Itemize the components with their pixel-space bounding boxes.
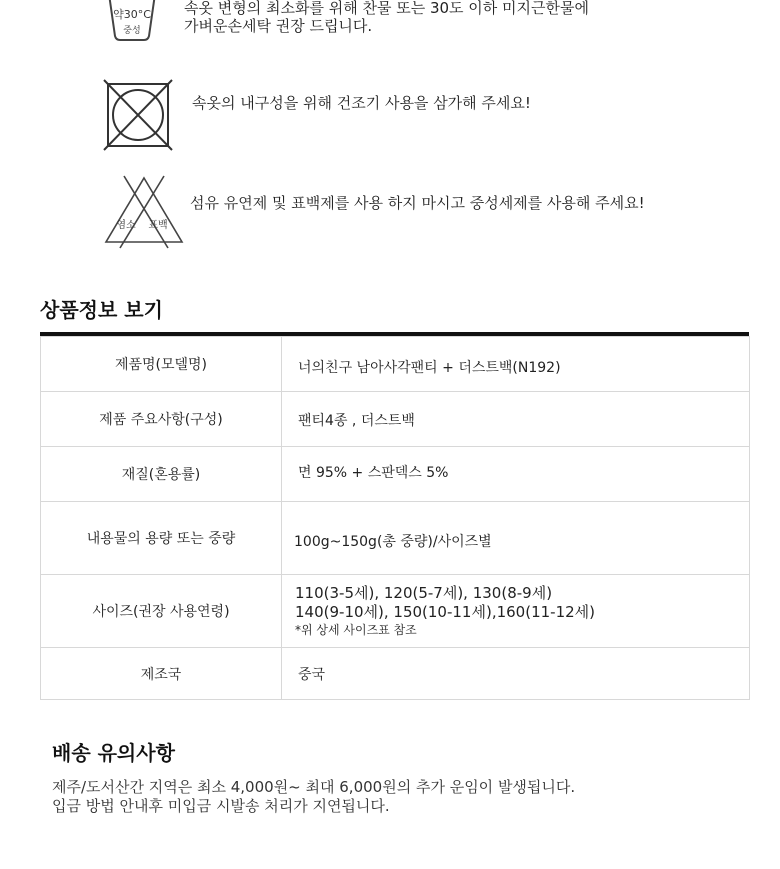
bleach-instruction: 섬유 유연제 및 표백제를 사용 하지 마시고 중성세제를 사용해 주세요!	[190, 194, 645, 212]
table-row	[41, 575, 750, 648]
wash-icon-neutral: 중성	[123, 26, 141, 36]
table-row	[41, 337, 750, 392]
row-label-composition: 제품 주요사항(구성)	[41, 392, 282, 447]
row-label-material: 재질(혼용률)	[41, 447, 282, 502]
no-bleach-icon	[102, 172, 186, 250]
table-row	[41, 447, 750, 502]
bleach-icon-chlorine: 염소	[116, 220, 136, 231]
wash-30c-neutral-icon	[104, 0, 160, 46]
bleach-icon-bleach: 표백	[148, 220, 168, 231]
row-label-weight: 내용물의 용량 또는 중량	[41, 502, 282, 575]
row-value-material: 면 95% + 스판덱스 5%	[282, 447, 750, 502]
wash-instruction-line1: 속옷 변형의 최소화를 위해 찬물 또는 30도 이하 미지근한물에	[184, 0, 589, 17]
no-tumble-dry-icon	[102, 78, 174, 152]
size-note: *위 상세 사이즈표 참조	[295, 623, 417, 637]
row-value-size	[282, 575, 750, 648]
shipping-notice-line1: 제주/도서산간 지역은 최소 4,000원~ 최대 6,000원의 추가 운임이 발생됩니다.	[52, 778, 576, 796]
row-value-weight: 100g~150g(총 중량)/사이즈별	[282, 502, 750, 575]
row-value-composition: 팬티4종 , 더스트백	[282, 392, 750, 447]
table-row	[41, 502, 750, 575]
shipping-notice-title: 배송 유의사항	[52, 741, 175, 765]
shipping-notice-line2: 입금 방법 안내후 미입금 시발송 처리가 지연됩니다.	[52, 797, 390, 815]
product-info-title: 상품정보 보기	[40, 298, 163, 322]
wash-icon-temp: 약30°C	[113, 8, 151, 21]
size-line-2: 140(9-10세), 150(10-11세),160(11-12세)	[295, 603, 595, 621]
row-value-model: 너의친구 남아사각팬티 + 더스트백(N192)	[282, 337, 750, 392]
size-line-1: 110(3-5세), 120(5-7세), 130(8-9세)	[295, 584, 553, 602]
dryer-instruction: 속옷의 내구성을 위해 건조기 사용을 삼가해 주세요!	[192, 94, 531, 112]
table-row	[41, 648, 750, 700]
product-info-table	[40, 336, 750, 700]
table-row	[41, 392, 750, 447]
row-label-size: 사이즈(권장 사용연령)	[41, 575, 282, 648]
wash-instruction-line2: 가벼운손세탁 권장 드립니다.	[184, 17, 373, 35]
row-label-origin: 제조국	[41, 648, 282, 700]
row-label-model: 제품명(모델명)	[41, 337, 282, 392]
row-value-origin: 중국	[282, 648, 750, 700]
